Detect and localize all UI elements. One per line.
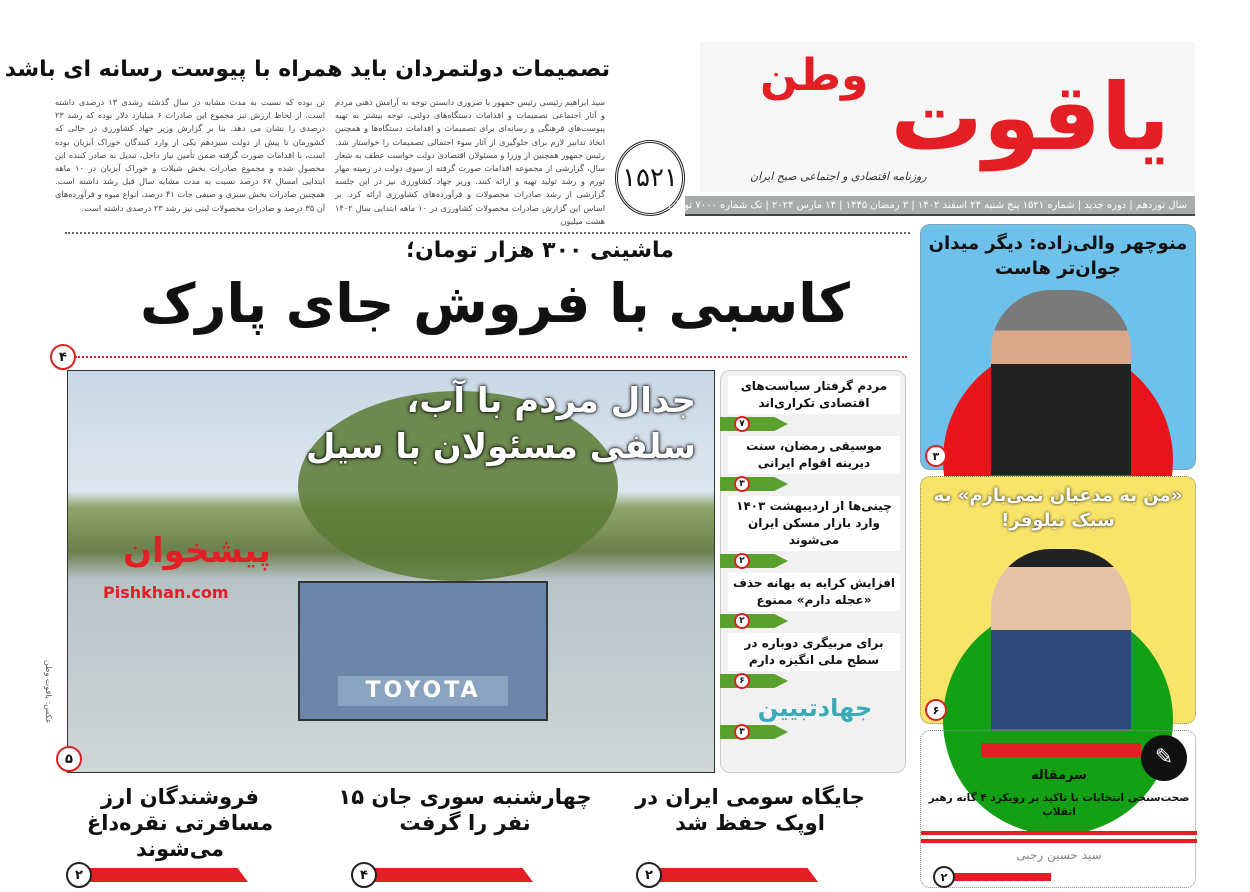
editorial-label: سرمقاله — [1031, 768, 1087, 783]
top-story-headline[interactable]: تصمیمات دولتمردان باید همراه با پیوست رسانه ای باشد — [4, 57, 610, 82]
page-badge: ۲ — [734, 613, 750, 629]
top-story-column-left: تن بوده که نسبت به مدت مشابه در سال گذشته رشدی ۱۳ درصدی داشته است. از لحاظ ارزش نیز مجموع این صادرات ۶ میلیارد دلار بوده که رشد ۲۳ درصدی را نشان می دهد. بنا بر گزارش وزیر جهاد کشاورزی در حالی که کشورمان تا پیش از دولت سیزدهم یکی از وارد کنندگان خوراک آبزیان بوده است، با اقدامات صورت گرفته ضمن تأمین نیاز داخل، تبدیل به صادر کننده این محصول شده و مجموع صادرات بخش شیلات و خوراک آبزیان در ۱۰ ماهه ابتدایی امسال ۶۷ درصد نسبت به مدت مشابه سال قبل رشد داشته است. همچنین صادرات بخش سبزی و صیفی جات ۴۱ درصد، انواع میوه و فرآورده‌های آن ۳۵ درصد و صادرات محصولات لبنی نیز رشد ۲۳ درصدی داشته است. — [55, 97, 326, 213]
photo-overlay-title — [306, 379, 696, 471]
flood-photo[interactable] — [67, 370, 715, 773]
page-badge: ۵ — [56, 746, 82, 772]
red-stripe — [951, 873, 1051, 881]
page-badge: ۲ — [636, 862, 662, 888]
red-stripe — [981, 743, 1141, 757]
page-tab — [720, 477, 788, 491]
page-badge: ۳ — [734, 724, 750, 740]
overlay-line: جدال مردم با آب، — [406, 381, 696, 421]
card-title: «من به مدعیان نمی‌بازم» به سبک نیلوفر! — [933, 485, 1183, 531]
page-tab — [720, 614, 788, 628]
logo-main: یاقوت — [890, 64, 1170, 171]
top-story-column-right: سید ابراهیم رئیسی رئیس جمهور با ضروری دانستن توجه به آرامش ذهنی مردم و آثار اجتماعی تصمیمات و اقدامات دستگاه‌های دولتی، توجه بیشتر به تهیه پیوست‌های فرهنگی و رسانه‌ای برای تصمیمات و اقدامات دستگاه‌ها و همچنین اتخاذ تدابیر لازم برای جلوگیری از آثار سوء احتمالی تصمیمات را خواستار شد. رئیس جمهور همچنین از وزرا و مسئولان اقتصادی دولت خواست عطف به شعار سال، گزارشی از مجموعه اقدامات صورت گرفته از سوی دولت در زمینه مهار تورم و رشد تولید تهیه و ارائه کنند. وزیر جهاد کشاورزی نیز در این جلسه گزارشی از رشد صادرات محصولات و فرآورده‌های کشاورزی ارائه کرد. بر اساس این گزارش صادرات محصولات کشاورزی در ۱۰ ماهه ابتدایی سال ۱۴۰۲ هشت میلیون — [335, 97, 605, 226]
tagline: روزنامه اقتصادی و اجتماعی صبح ایران — [750, 170, 927, 183]
lead-kicker: ماشینی ۳۰۰ هزار تومان؛ — [406, 238, 674, 263]
page-badge: ۲ — [66, 862, 92, 888]
lead-headline[interactable]: کاسبی با فروش جای پارک — [140, 272, 850, 335]
page-badge: ۴ — [50, 344, 76, 370]
card-valizadeh[interactable] — [920, 224, 1196, 470]
photo-credit: عکس: یاقوت وطن — [44, 660, 53, 724]
lead-divider — [75, 356, 907, 358]
logo-sub: وطن — [760, 50, 869, 101]
issue-number: ۱۵۲۱ — [615, 140, 685, 216]
editorial-box[interactable] — [920, 730, 1196, 888]
jahad-tabyin-logo: جهادتبیین — [757, 694, 873, 722]
teaser-headline[interactable]: چهارشنبه سوری جان ۱۵ نفر را گرفت — [338, 785, 592, 835]
watermark-url: Pishkhan.com — [103, 583, 229, 602]
red-line — [921, 831, 1197, 835]
page-tab — [720, 725, 788, 739]
person-photo — [991, 549, 1131, 729]
sidebar-news-item[interactable]: چینی‌ها از اردیبهشت ۱۴۰۳ وارد بازار مسکن ایران می‌شوند — [728, 496, 900, 551]
card-title: منوچهر والی‌زاده: دیگر میدان جوان‌تر هاست — [928, 233, 1188, 279]
sidebar-news-item[interactable]: افزایش کرایه به بهانه حذف «عجله دارم» ممنوع — [728, 573, 900, 611]
teaser-headline[interactable]: فروشندگان ارز مسافرتی نقره‌داغ می‌شوند — [86, 785, 274, 861]
sidebar-news-item[interactable]: مردم گرفتار سیاست‌های اقتصادی تکراری‌اند — [728, 376, 900, 414]
page-badge: ۶ — [925, 699, 947, 721]
masthead-logo — [700, 42, 1195, 192]
editorial-author: سید حسین رجبی — [1016, 848, 1102, 862]
page-tab — [720, 417, 788, 431]
page-badge: ۷ — [734, 416, 750, 432]
truck-plate: TOYOTA — [338, 676, 508, 706]
overlay-line: سلفی مسئولان با سیل — [305, 426, 696, 467]
red-stripe — [650, 868, 860, 882]
editorial-title: صحت‌سنجی انتخابات با تاکید بر رویکرد ۴ گانه رهبر انقلاب — [928, 792, 1190, 818]
page-badge: ۴ — [351, 862, 377, 888]
page-badge: ۲ — [734, 553, 750, 569]
watermark: پیشخوان — [123, 531, 271, 571]
page-tab — [720, 554, 788, 568]
person-photo — [991, 290, 1131, 475]
sidebar-news-item[interactable]: موسیقی رمضان، سنت دیرینه اقوام ایرانی — [728, 436, 900, 474]
divider — [65, 232, 910, 234]
teaser-headline[interactable]: جایگاه سومی ایران در اوپک حفظ شد — [635, 785, 865, 835]
page-badge: ۳ — [734, 476, 750, 492]
pen-icon: ✎ — [1141, 735, 1187, 781]
page-badge: ۶ — [734, 673, 750, 689]
red-line — [921, 839, 1197, 843]
red-stripe — [80, 868, 290, 882]
sidebar-news-item[interactable]: برای مربیگری دوباره در سطح ملی انگیزه دارم — [728, 633, 900, 671]
card-niloofar[interactable] — [920, 476, 1196, 724]
page-badge: ۳ — [925, 445, 947, 467]
info-bar: سال نوزدهم | دوره جدید | شماره ۱۵۲۱ پنج شنبه ۲۴ اسفند ۱۴۰۲ | ۳ رمضان ۱۴۴۵ | ۱۴ مارس ۲۰۲۴ | تک شماره ۷۰۰۰ تومان — [685, 196, 1195, 216]
page-tab — [720, 674, 788, 688]
red-stripe — [365, 868, 575, 882]
page-badge: ۲ — [933, 866, 955, 888]
